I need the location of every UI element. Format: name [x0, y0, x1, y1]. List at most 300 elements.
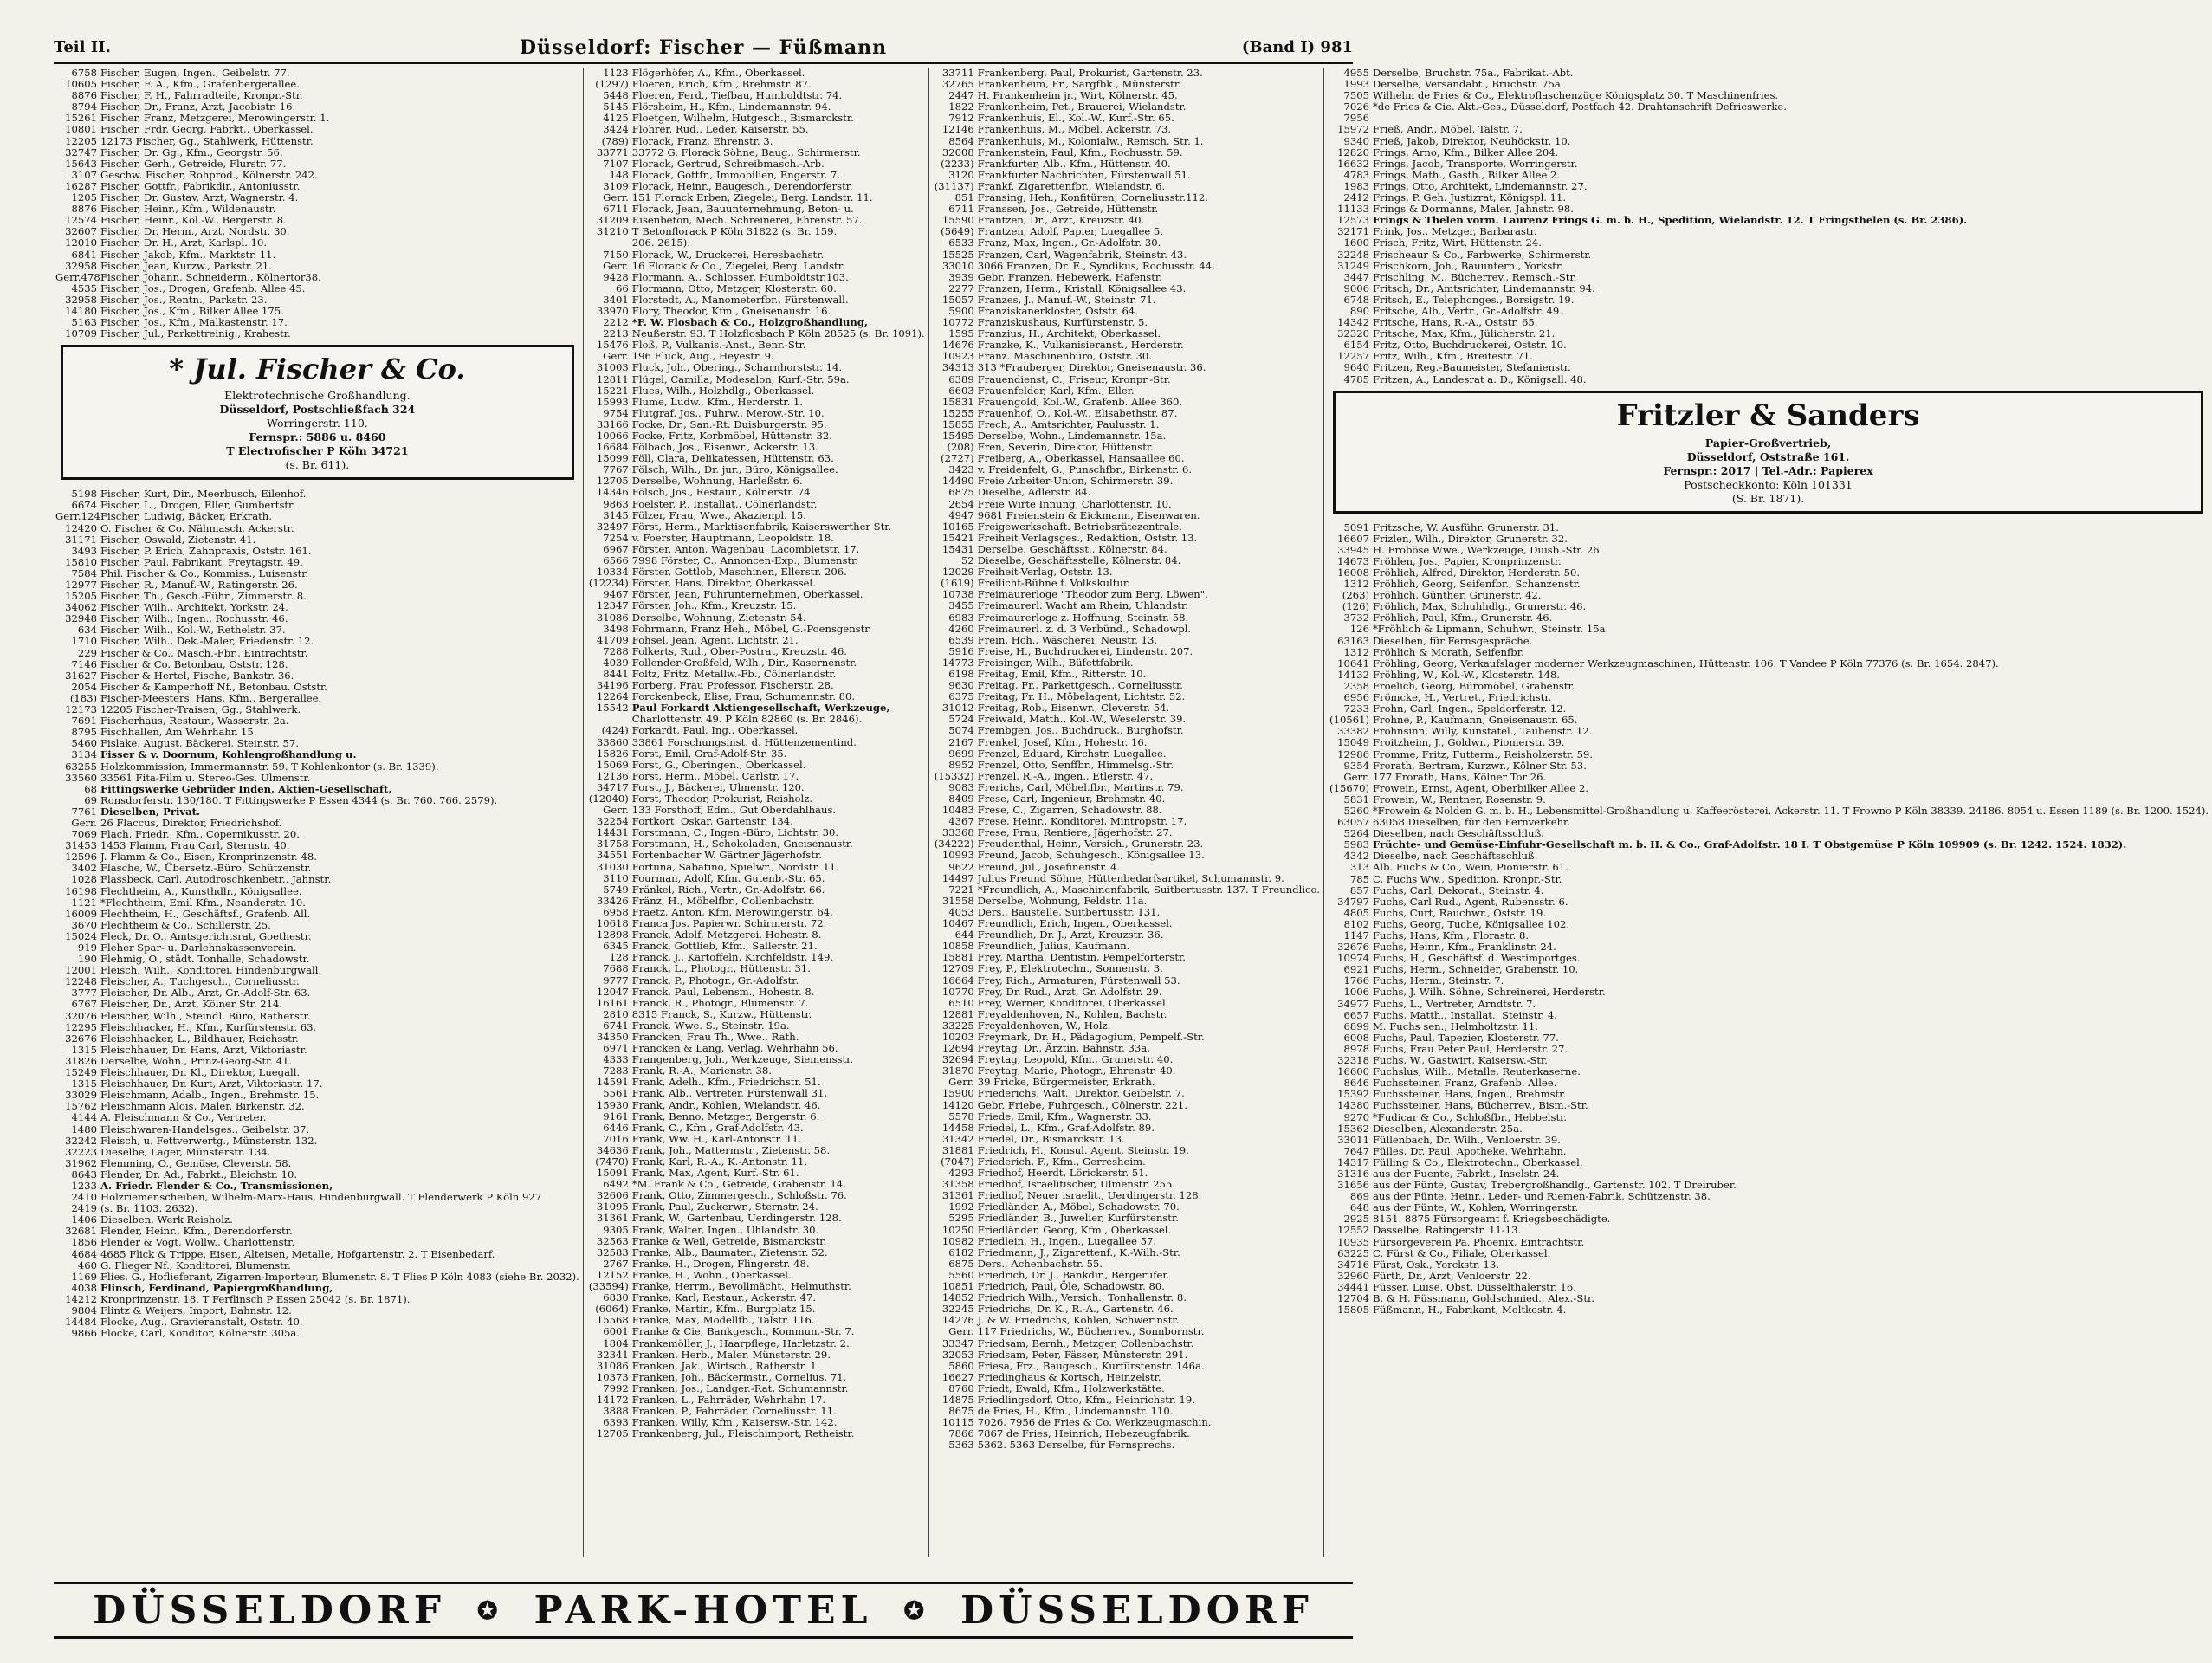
directory-entry — [55, 897, 579, 909]
entry-text: C. Fürst & Co., Filiale, Oberkassel. — [1372, 1246, 1551, 1259]
directory-entry — [1328, 1248, 2209, 1259]
entry-text: Fölzer, Frau, Wwe., Akazienpl. 15. — [631, 508, 806, 521]
phone-number: 31012 — [941, 702, 974, 715]
phone-number: 6198 — [948, 667, 974, 680]
directory-column-4 — [1324, 68, 2212, 1557]
phone-number: 14676 — [941, 339, 974, 352]
directory-entry — [933, 1326, 1320, 1337]
phone-number: 31249 — [1337, 259, 1369, 272]
directory-entry — [55, 249, 579, 261]
phone-number: 33945 — [1337, 543, 1369, 556]
phone-number: 3401 — [603, 293, 629, 306]
entry-text: Frank, Max, Agent, Kurf.-Str. 61. — [631, 1167, 799, 1180]
directory-entry — [587, 862, 925, 873]
directory-entry — [1328, 362, 2209, 373]
entry-text: Fischer, F. A., Kfm., Grafenbergerallee. — [100, 78, 300, 91]
phone-number: 31361 — [596, 1212, 629, 1225]
entry-text: Flehmig, O., städt. Tonhalle, Schadowstr. — [100, 953, 310, 966]
phone-number: 12704 — [1337, 1292, 1369, 1304]
phone-number: 6008 — [1343, 1031, 1369, 1044]
phone-number: 3120 — [948, 168, 974, 181]
entry-text: Freyaldenhoven, W., Holz. — [977, 1019, 1111, 1032]
entry-text: Fortenbacher W. Gärtner Jägerhofstr. — [631, 849, 822, 862]
entry-text: Fransing, Heh., Konfitüren, Corneliusstr.112. — [977, 191, 1208, 204]
phone-number: 10250 — [941, 1223, 974, 1236]
entry-text: Fischer, Wilh., Kol.-W., Rethelstr. 37. — [100, 624, 286, 637]
phone-number: 5163 — [71, 316, 97, 329]
phone-number: 15568 — [596, 1314, 629, 1327]
phone-number: 5091 — [1343, 521, 1369, 534]
phone-number: 4955 — [1343, 67, 1369, 79]
entry-text: Frenkel, Josef, Kfm., Hohestr. 16. — [977, 735, 1148, 748]
entry-text: Fischer, Paul, Fabrikant, Freytagstr. 49. — [100, 555, 303, 568]
entry-text: Fröhlich, Max, Schuhhdlg., Grunerstr. 46. — [1372, 600, 1587, 613]
directory-entry — [55, 806, 579, 818]
phone-number: 8643 — [71, 1168, 97, 1181]
phone-number: 7069 — [71, 828, 97, 841]
directory-entry — [933, 533, 1320, 544]
entry-text: Fuchs, Heinr., Kfm., Franklinstr. 24. — [1372, 941, 1556, 954]
phone-number: 4947 — [948, 508, 974, 521]
phone-number: 12420 — [65, 521, 97, 534]
phone-number: 12029 — [941, 566, 974, 579]
directory-entry — [1328, 294, 2209, 306]
phone-number: 12709 — [941, 962, 974, 975]
directory-entry — [587, 1326, 925, 1337]
phone-number: 6983 — [948, 611, 974, 624]
phone-number: 32008 — [941, 146, 974, 159]
phone-number: 5448 — [603, 89, 629, 102]
entry-text: Franziskanerkloster, Oststr. 64. — [977, 304, 1138, 317]
entry-text: Flocke, Aug., Gravieranstalt, Oststr. 40. — [100, 1316, 303, 1329]
directory-entry — [933, 998, 1320, 1009]
entry-text: Frese, Carl, Ingenieur, Brehmstr. 40. — [977, 793, 1166, 805]
entry-text: Frantzen, Dr., Arzt, Kreuzstr. 40. — [977, 214, 1145, 227]
phone-number: 14180 — [65, 304, 97, 317]
phone-number: 9428 — [603, 270, 629, 283]
directory-entry — [933, 1088, 1320, 1099]
page-section-label: Teil II. — [54, 38, 111, 56]
entry-text: Fischer & Co., Masch.-Fbr., Eintrachtstr. — [100, 646, 308, 659]
phone-number: 1983 — [1343, 179, 1369, 192]
phone-number: 7956 — [1343, 112, 1369, 125]
entry-text: Flume, Ludw., Kfm., Herderstr. 1. — [631, 395, 804, 408]
phone-number: 3110 — [603, 871, 629, 884]
entry-text: Fritsche, Alb., Vertr., Gr.-Adolfstr. 49. — [1372, 304, 1562, 317]
phone-number: 6345 — [603, 940, 629, 953]
directory-entry — [587, 283, 925, 294]
phone-number: 9161 — [603, 1110, 629, 1123]
entry-text: Friedsam, Bernh., Metzger, Collenbachstr. — [977, 1336, 1194, 1349]
phone-number: 3493 — [71, 544, 97, 557]
phone-number: 7767 — [603, 463, 629, 476]
entry-text: Freyaldenhoven, N., Kohlen, Bachstr. — [977, 1007, 1167, 1020]
entry-text: Frauendienst, C., Friseur, Kronpr.-Str. — [977, 372, 1171, 385]
entry-text: Fölsch, Jos., Restaur., Kölnerstr. 74. — [631, 486, 814, 499]
phone-number: 5264 — [1343, 827, 1369, 840]
directory-entry — [587, 1259, 925, 1270]
directory-entry — [587, 136, 925, 147]
entry-text: Fröhling, W., Kol.-W., Klosterstr. 148. — [1372, 668, 1561, 681]
entry-text: 133 Forsthoff, Edm., Gut Oberdahlhaus. — [631, 804, 837, 817]
entry-text: Friedländer, A., Möbel, Schadowstr. 70. — [977, 1200, 1180, 1213]
phone-number: 8978 — [1343, 1042, 1369, 1055]
directory-entry — [1328, 534, 2209, 545]
phone-number: 9467 — [603, 588, 629, 601]
phone-number: (7047) — [941, 1155, 974, 1168]
directory-entry — [587, 374, 925, 385]
footer-banner — [54, 1582, 1353, 1639]
phone-number: 41709 — [596, 633, 629, 646]
entry-text: A. Fleischmann & Co., Vertreter. — [100, 1111, 267, 1124]
entry-text: Fuchs, Curt, Rauchwr., Oststr. 19. — [1372, 906, 1547, 919]
phone-number: 6674 — [71, 499, 97, 512]
directory-entry — [933, 1123, 1320, 1134]
directory-entry — [933, 147, 1320, 159]
entry-text: Frohne, P., Kaufmann, Gneisenaustr. 65. — [1372, 714, 1578, 727]
entry-text: Holzkommission, Immermannstr. 59. T Kohlenkontor (s. Br. 1339). — [100, 760, 439, 773]
phone-number: 1315 — [71, 1077, 97, 1090]
entry-text: *Flechtheim, Emil Kfm., Neanderstr. 10. — [100, 896, 306, 909]
directory-entry — [55, 1272, 579, 1283]
phone-number: 12136 — [596, 769, 629, 782]
phone-number: 2810 — [603, 1007, 629, 1020]
phone-number: 33860 — [596, 735, 629, 748]
entry-text: Franck, L., Photogr., Hüttenstr. 31. — [631, 962, 811, 975]
entry-text: Frerichs, Carl, Möbel.fbr., Martinstr. 79. — [977, 780, 1184, 793]
phone-number: 6566 — [603, 554, 629, 567]
entry-text: Frings, Otto, Architekt, Lindemannstr. 27. — [1372, 179, 1588, 192]
entry-text: Fuchs, Georg, Tuche, Königsallee 102. — [1372, 917, 1570, 930]
directory-entry — [55, 1147, 579, 1158]
entry-text: Flocke, Carl, Konditor, Kölnerstr. 305a. — [100, 1327, 300, 1340]
phone-number: 15476 — [596, 339, 629, 352]
directory-entry — [1328, 249, 2209, 261]
entry-text: Franken, Jak., Wirtsch., Ratherstr. 1. — [631, 1359, 820, 1372]
phone-number: 9699 — [948, 747, 974, 760]
entry-text: Francken & Lang, Verlag, Wehrhahn 56. — [631, 1042, 838, 1055]
phone-number: 34716 — [1337, 1258, 1369, 1271]
entry-text: Franck, J., Kartoffeln, Kirchfeldstr. 149. — [631, 951, 834, 964]
entry-text: Flintz & Weijers, Import, Bahnstr. 12. — [100, 1304, 292, 1317]
phone-number: 14276 — [941, 1314, 974, 1327]
entry-text: Friedlein, H., Ingen., Luegallee 57. — [977, 1234, 1157, 1247]
entry-text: H. Frankenheim jr., Wirt, Kölnerstr. 45. — [977, 89, 1178, 102]
entry-text: B. & H. Füssmann, Goldschmied., Alex.-Str. — [1372, 1292, 1594, 1304]
entry-text: Derselbe, Bruchstr. 75a., Fabrikat.-Abt. — [1372, 67, 1574, 79]
entry-text: Fröhlen, Jos., Papier, Kronprinzenstr. — [1372, 554, 1562, 567]
entry-text: Fröhlich, Günther, Grunerstr. 42. — [1372, 589, 1542, 602]
phone-number: 3939 — [948, 270, 974, 283]
phone-number: 1028 — [71, 873, 97, 886]
directory-entry — [587, 612, 925, 624]
directory-entry — [55, 886, 579, 897]
directory-entry — [587, 987, 925, 998]
phone-number: 2410 — [71, 1191, 97, 1204]
phone-number: 15049 — [1337, 736, 1369, 749]
directory-entry — [587, 1349, 925, 1361]
entry-text: 33861 Forschungsinst. d. Hüttenzementind. — [631, 735, 857, 748]
phone-number: Gerr. — [603, 804, 629, 817]
phone-number: 1595 — [948, 327, 974, 340]
phone-number: 2925 — [1343, 1213, 1369, 1226]
phone-number: 31962 — [65, 1156, 97, 1169]
directory-entry — [933, 862, 1320, 873]
entry-text: Füßmann, H., Fabrikant, Moltkestr. 4. — [1372, 1304, 1567, 1317]
phone-number: 14673 — [1337, 554, 1369, 567]
phone-number: 15091 — [596, 1167, 629, 1180]
phone-number: 7288 — [603, 644, 629, 657]
entry-text: Forckenbeck, Elise, Frau, Schumannstr. 80. — [631, 690, 856, 703]
directory-entry — [933, 1247, 1320, 1259]
directory-entry — [933, 975, 1320, 987]
entry-text: Franz, Max, Ingen., Gr.-Adolfstr. 30. — [977, 236, 1161, 249]
phone-number: 6182 — [948, 1246, 974, 1259]
phone-number: Gerr.124 — [55, 510, 100, 523]
phone-number: 7026 — [1343, 100, 1369, 113]
entry-text: Fischer, Jos., Rentn., Parkstr. 23. — [100, 293, 268, 306]
phone-number: 2419 — [71, 1202, 97, 1215]
entry-text: Franke, Karl, Restaur., Ackerstr. 47. — [631, 1291, 817, 1304]
entry-text: Dieselben, Alexanderstr. 25a. — [1372, 1122, 1523, 1135]
entry-text: Frowein, W., Rentner, Rosenstr. 9. — [1372, 793, 1546, 806]
phone-number: 8675 — [948, 1405, 974, 1418]
directory-entry — [55, 1237, 579, 1248]
phone-number: 2447 — [948, 89, 974, 102]
entry-text: Fuchs, J. Wilh. Söhne, Schreinerei, Herderstr. — [1372, 986, 1606, 999]
phone-number: Gerr. — [603, 191, 629, 204]
phone-number: 9754 — [603, 406, 629, 419]
phone-number: 32497 — [596, 520, 629, 533]
entry-text: Fischer, Jos., Kfm., Malkastenstr. 17. — [100, 316, 288, 329]
entry-text: Friesa, Frz., Baugesch., Kurfürstenstr. 146a. — [977, 1359, 1205, 1372]
entry-text: Fromme, Fritz, Futterm., Reisholzerstr. 59. — [1372, 747, 1594, 760]
phone-number: 8794 — [71, 100, 97, 113]
entry-text: Floeren, Erich, Kfm., Brehmstr. 87. — [631, 78, 812, 91]
phone-number: 10974 — [1337, 952, 1369, 965]
directory-entry — [55, 1112, 579, 1123]
entry-text: Freisinger, Wilh., Büfettfabrik. — [977, 656, 1134, 669]
entry-text: Frings, Arno, Kfm., Bilker Allee 204. — [1372, 146, 1559, 159]
entry-text: 117 Friedrichs, W., Bücherrev., Sonnbornstr. — [977, 1325, 1205, 1338]
phone-number: 4125 — [603, 112, 629, 125]
phone-number: 15392 — [1337, 1088, 1369, 1101]
phone-number: 1856 — [71, 1236, 97, 1249]
directory-entry — [587, 1247, 925, 1259]
directory-entry — [587, 1020, 925, 1032]
entry-text: Dieselben, Privat. — [100, 805, 200, 818]
phone-number: 3455 — [948, 599, 974, 612]
phone-number: 16008 — [1337, 566, 1369, 579]
directory-entry — [55, 999, 579, 1010]
entry-text: Derselbe, Geschäftsst., Kölnerstr. 84. — [977, 542, 1167, 555]
directory-entry — [1328, 272, 2209, 283]
phone-number: 10935 — [1337, 1235, 1369, 1248]
phone-number: 9622 — [948, 860, 974, 873]
entry-text: Fürth, Dr., Arzt, Venloerstr. 22. — [1372, 1269, 1531, 1282]
entry-text: Flassbeck, Carl, Autodroschkenbetr., Jahnstr. — [100, 873, 332, 886]
phone-number: 63225 — [1337, 1246, 1369, 1259]
directory-entry — [1328, 908, 2209, 919]
entry-text: Franke, H., Drogen, Flingerstr. 48. — [631, 1257, 810, 1270]
entry-text: Fischer, Jos., Kfm., Bilker Allee 175. — [100, 304, 284, 317]
entry-text: Fischerhaus, Restaur., Wasserstr. 2a. — [100, 715, 289, 728]
directory-entry — [1328, 170, 2209, 181]
phone-number: 12898 — [596, 929, 629, 942]
phone-number: 5145 — [603, 100, 629, 113]
directory-entry — [1328, 658, 2209, 670]
page-header — [54, 35, 1353, 64]
phone-number: 63255 — [65, 760, 97, 773]
entry-text: Fischer, Wilh., Architekt, Yorkstr. 24. — [100, 601, 288, 614]
entry-text: Friedrich, Dr. J., Bankdir., Bergerufer. — [977, 1268, 1170, 1281]
entry-text: Frey, Dr. Rud., Arzt, Gr. Adolfstr. 29. — [977, 985, 1162, 998]
phone-number: 14773 — [941, 656, 974, 669]
directory-entry — [587, 521, 925, 533]
entry-text: *de Fries & Cie. Akt.-Ges., Düsseldorf, Postfach 42. Drahtanschrift Defrieswerke. — [1372, 100, 1787, 113]
entry-text: Förster, Gottlob, Maschinen, Ellerstr. 206. — [631, 566, 847, 579]
phone-number: 15099 — [596, 452, 629, 465]
entry-text: Franca Jos. Papierwr. Schirmerstr. 72. — [631, 917, 827, 930]
entry-text: Fischer, Franz, Metzgerei, Merowingerstr. 1. — [100, 112, 330, 125]
phone-number: 4785 — [1343, 372, 1369, 385]
phone-number: 1121 — [71, 896, 97, 909]
entry-text: 39 Fricke, Bürgermeister, Erkrath. — [977, 1076, 1155, 1089]
entry-text: Frorath, Bertram, Kurzwr., Kölner Str. 53. — [1372, 759, 1587, 772]
directory-entry — [1328, 522, 2209, 534]
entry-text: Frischeaur & Co., Farbwerke, Schirmerstr. — [1372, 248, 1592, 261]
phone-number: 12820 — [1337, 146, 1369, 159]
directory-entry — [587, 397, 925, 408]
phone-number: 10115 — [941, 1416, 974, 1429]
entry-text: Forstmann, H., Schokoladen, Gneisenaustr. — [631, 838, 853, 851]
entry-text: aus der Fuente, Fabrkt., Inselstr. 24. — [1372, 1167, 1560, 1180]
phone-number: 8409 — [948, 793, 974, 805]
phone-number: 1006 — [1343, 986, 1369, 999]
directory-entry — [587, 1009, 925, 1020]
entry-text: Frisch, Fritz, Wirt, Hüttenstr. 24. — [1372, 236, 1542, 249]
phone-number: 34797 — [1337, 895, 1369, 908]
entry-text: Friedländer, B., Juwelier, Kurfürstenstr. — [977, 1212, 1179, 1225]
entry-text: Fleischmann Alois, Maler, Birkenstr. 32. — [100, 1100, 305, 1113]
directory-entry — [933, 136, 1320, 147]
entry-text: Ders., Achenbachstr. 55. — [977, 1257, 1103, 1270]
entry-text: Frings & Thelen vorm. Laurenz Frings G. m. b. H., Spedition, Wielandstr. 12. T Fringsthelen (s. Br. 2386). — [1372, 214, 1968, 227]
entry-text: Fohrmann, Franz Heh., Möbel, G.-Poensgenstr. — [631, 622, 872, 635]
directory-entry — [1328, 1271, 2209, 1282]
phone-number: 4805 — [1343, 906, 1369, 919]
entry-text: Freund, Jacob, Schuhgesch., Königsallee 13. — [977, 849, 1205, 862]
entry-text: Fülling & Co., Elektrotechn., Oberkassel. — [1372, 1155, 1583, 1168]
phone-number: 148 — [609, 168, 629, 181]
phone-number: 14132 — [1337, 668, 1369, 681]
phone-number: 32223 — [65, 1145, 97, 1158]
directory-entry — [933, 362, 1320, 373]
entry-text: Füsser, Luise, Obst, Düsselthalerstr. 16. — [1372, 1280, 1576, 1293]
phone-number: 5561 — [603, 1087, 629, 1100]
phone-number: 32254 — [596, 815, 629, 828]
phone-number: 15930 — [596, 1098, 629, 1111]
entry-text: Frankenheim, Fr., Sargfbk., Münsterstr. — [977, 78, 1181, 91]
directory-entry — [933, 646, 1320, 657]
entry-text: Frank, Otto, Zimmergesch., Schloßstr. 76. — [631, 1189, 847, 1202]
entry-text: Friedhof, Heerdt, Lörickerstr. 51. — [977, 1167, 1148, 1180]
entry-text: Frink, Jos., Metzger, Barbarastr. — [1372, 225, 1537, 238]
phone-number: 34196 — [596, 679, 629, 692]
directory-entry — [55, 659, 579, 670]
phone-number: 12205 — [65, 134, 97, 147]
entry-text: Fröhling, Georg, Verkaufslager moderner Werkzeugmaschinen, Hüttenstr. 106. T Vandee P Köln 77376 (s. Br. 1654. 2847). — [1372, 657, 1999, 670]
entry-text: Föll, Clara, Delikatessen, Hüttenstr. 63. — [631, 452, 834, 465]
phone-number: 4039 — [603, 656, 629, 669]
entry-text: Froitzheim, J., Goldwr., Pionierstr. 39. — [1372, 736, 1565, 749]
entry-text: Derselbe, Versandabt., Bruchstr. 75a. — [1372, 78, 1564, 91]
phone-number: 32318 — [1337, 1054, 1369, 1067]
phone-number: Gerr. — [71, 816, 97, 829]
entry-text: Phil. Fischer & Co., Kommiss., Luisenstr. — [100, 566, 309, 579]
phone-number: 32676 — [65, 1032, 97, 1045]
entry-text: 12205 Fischer-Traisen, Gg., Stahlwerk. — [100, 703, 301, 716]
phone-number: 33560 — [65, 771, 97, 784]
phone-number: 33368 — [941, 826, 974, 839]
ad-line: Fernspr.: 5886 u. 8460 — [249, 430, 386, 444]
phone-number: 1233 — [71, 1179, 97, 1192]
phone-number: 5724 — [948, 713, 974, 726]
phone-number: 9083 — [948, 780, 974, 793]
phone-number: (33594) — [588, 1280, 629, 1293]
entry-text: Fleischhacker, L., Bildhauer, Reichsstr. — [100, 1032, 299, 1045]
phone-number: 6603 — [948, 384, 974, 397]
entry-text: 33561 Fita-Film u. Stereo-Ges. Ulmenstr. — [100, 771, 311, 784]
entry-text: Fischer, R., Manuf.-W., Ratingerstr. 26. — [100, 579, 298, 591]
entry-text: Fischer & Kamperhoff Nf., Betonbau. Oststr. — [100, 680, 327, 693]
entry-text: Fischer, Jos., Drogen, Grafenb. Allee 45. — [100, 281, 306, 294]
phone-number: 7254 — [603, 531, 629, 544]
phone-number: 3107 — [71, 168, 97, 181]
entry-text: 16 Florack & Co., Ziegelei, Berg. Landstr. — [631, 259, 845, 272]
phone-number: 14458 — [941, 1121, 974, 1134]
directory-entry — [933, 1440, 1320, 1451]
directory-entry — [587, 635, 925, 646]
entry-text: Fuchs, Herm., Steinstr. 7. — [1372, 974, 1504, 987]
phone-number: 3732 — [1343, 611, 1369, 624]
entry-text: Flormann, Otto, Metzger, Klosterstr. 60. — [631, 281, 837, 294]
entry-text: Franke, Max, Modellfb., Talstr. 116. — [631, 1314, 815, 1327]
directory-entry — [933, 1111, 1320, 1123]
phone-number: 6154 — [1343, 339, 1369, 352]
entry-text: Geschw. Fischer, Rohprod., Kölnerstr. 242. — [100, 168, 318, 181]
directory-entry — [933, 374, 1320, 385]
directory-entry — [587, 1134, 925, 1145]
entry-text: Floeren, Ferd., Tiefbau, Humboldtstr. 74. — [631, 89, 843, 102]
entry-text: Fleischhauer, Dr. Hans, Arzt, Viktoriastr. — [100, 1043, 307, 1056]
entry-text: Forst, G., Oberingen., Oberkassel. — [631, 758, 806, 771]
ad-line: Worringerstr. 110. — [267, 417, 368, 430]
phone-number: 5900 — [948, 304, 974, 317]
entry-text: Frank, W., Gartenbau, Uerdingerstr. 128. — [631, 1212, 842, 1225]
phone-number: 15249 — [65, 1066, 97, 1079]
entry-text: Frank, Benno, Metzger, Bergerstr. 6. — [631, 1110, 820, 1123]
phone-number: 15431 — [941, 542, 974, 555]
entry-text: Friedrichs, Dr. K., R.-A., Gartenstr. 46. — [977, 1303, 1174, 1316]
entry-text: Freiheit Verlagsges., Redaktion, Oststr. 13. — [977, 531, 1198, 544]
directory-entry — [587, 1383, 925, 1394]
entry-text: Fleischer, Wilh., Steindl. Büro, Ratherstr. — [100, 1009, 311, 1022]
phone-number: 10770 — [941, 985, 974, 998]
entry-text: Fischer, Johann, Schneiderm., Kölnertor38. — [100, 270, 321, 283]
phone-number: 1169 — [71, 1270, 97, 1283]
entry-text: Fürst, Osk., Yorckstr. 13. — [1372, 1258, 1499, 1271]
